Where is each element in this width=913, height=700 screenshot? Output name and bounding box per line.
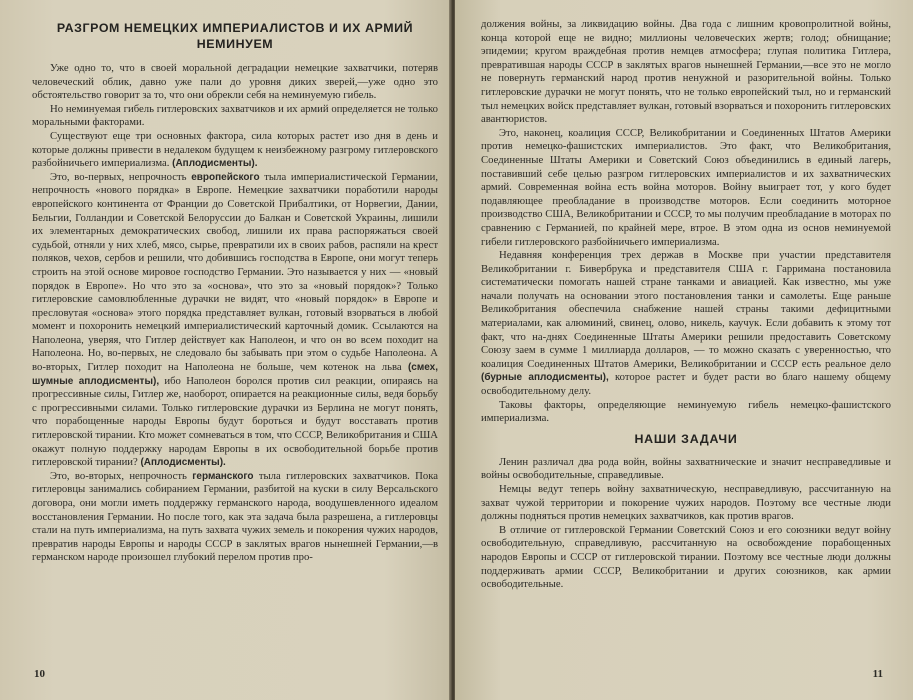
paragraph <box>32 470 438 565</box>
page-number: 10 <box>34 668 45 680</box>
paragraph: Уже одно то, что в своей моральной деградации немецкие захватчики, потеряв человеческий облик, давно уже пали до уровня диких зверей,—уже одно это обстоятельство говорит за то, что они обрекли себя на неминуемую гибель. <box>32 62 438 102</box>
paragraph-text: Недавняя конференция трех держав в Москве при участии представителя Великобритании г. Бивербрука и представителя США г. Гарримана постановила систематически помогать нашей стране танками и авиацией. Как известно, мы уже начали получать на основании этого постановления танки и самолеты. Еще раньше Великобритания обеспечила снабжение нашей страны такими дефицитными материалами, как алюминий, свинец, олово, никель, каучук. Если добавить к этому тот факт, что на-днях Соединенные Штаты Америки решили предоставить Советскому Союзу заем в сумме 1 миллиарда долларов, — то можно сказать с уверенностью, что коалиция Соединенных Штатов Америки, Великобритании и СССР есть реальное дело <box>481 249 891 370</box>
paragraph: Таковы факторы, определяющие неминуемую гибель немецко-фашистского империализма. <box>481 398 891 425</box>
paragraph-text: которое растет и будет расти во благо нашему общему освободительному делу. <box>481 371 891 398</box>
right-page <box>455 0 913 700</box>
paragraph: Это, наконец, коалиция СССР, Великобритании и Соединенных Штатов Америки против немецко-фашистских империалистов. Это факт, что Великобритания, Соединенные Штаты Америки и Советский Союз объединились в единый лагерь, поставивший себе целью разгром гитлеровских империалистов и их захватнических армий. Современная война есть война моторов. Войну выиграет тот, у кого будет подавляющее преобладание в производстве моторов. Если соединить моторное производство США, Великобритании и СССР, то мы получим преобладание в моторах по сравнению с Германией, по крайней мере, втрое. В этом одна из основ неминуемой гибели гитлеровского разбойничьего империализма. <box>481 126 891 248</box>
article-title: РАЗГРОМ НЕМЕЦКИХ ИМПЕРИАЛИСТОВ И ИХ АРМИЙ НЕМИНУЕМ <box>56 21 414 51</box>
section-title: НАШИ ЗАДАЧИ <box>634 431 738 446</box>
paragraph <box>32 130 438 171</box>
emphasis: европейского <box>191 171 260 183</box>
left-page <box>0 0 452 700</box>
paragraph: Ленин различал два рода войн, войны захватнические и значит несправедливые и войны освободительные, справедливые. <box>481 455 891 482</box>
paragraph <box>481 249 891 399</box>
paragraph-text: тыла гитлеровских захватчиков. Пока гитлеровцы занимались собиранием Германии, разбитой на куски в силу Версальского договора, они могли иметь поддержку германского народа, воодушевленного идеалом восстановления Германии. Но после того, как эта задача была разрешена, а гитлеровцы стали на путь империализма, на путь захвата чужих земель и покорения чужих народов, превратив народы Европы и народы СССР в заклятых врагов нынешней Германии,—в германском народе произошел глубокий перелом против про- <box>32 469 438 564</box>
paragraph: должения войны, за ликвидацию войны. Два года с лишним кровопролитной войны, конца которой еще не видно; миллионы человеческих жертв; голод; обнищание; эпидемии; кругом враждебная против немцев атмосфера; глупая политика Гитлера, превратившая народы СССР в заклятых врагов нынешней Германии,—все это не могло не повернуть германский народ против ненужной и разорительной войны. Только гитлеровские дурачки не могут понять, что не только европейский тыл, но и германский тыл немецких войск представляет вулкан, готовый взорваться и похоронить гитлеровских авантюристов. <box>481 18 891 126</box>
paragraph-text: Это, во-первых, непрочность <box>50 170 192 183</box>
emphasis: германского <box>192 470 254 482</box>
paragraph: Немцы ведут теперь войну захватническую, несправедливую, рассчитанную на захват чужой территории и покорение чужих народов. Поэтому все честные люди должны подняться против немецких захватчиков, как против врагов. <box>481 483 891 523</box>
paragraph-text: ибо Наполеон боролся против сил реакции, опираясь на прогрессивные силы, Гитлер же, наоборот, опирается на реакционные силы, ведя борьбу с прогрессивными силами. Только гитлеровские дурачки из Берлина не могут понять, что порабощенные народы Европы будут бороться и будут восставать против гитлеровской тирании. Кто может сомневаться в том, что СССР, Великобритания и США окажут полную поддержку народам Европы в их освободительной борьбе против гитлеровской тирании? <box>32 374 438 469</box>
paragraph <box>32 171 438 470</box>
paragraph-text: Это, во-вторых, непрочность <box>50 469 193 482</box>
paragraph-text: Существуют еще три основных фактора, сила которых растет изо дня в день и которые должны привести в недалеком будущем к неизбежному разгрому гитлеровского разбойничьего империализма. <box>32 129 438 170</box>
applause-note: (Аплодисменты). <box>172 158 258 170</box>
paragraph: Но неминуемая гибель гитлеровских захватчиков и их армий определяется не только моральными факторами. <box>32 102 438 129</box>
applause-note: (смех, шумные аплодисменты), <box>32 362 438 387</box>
page-number: 11 <box>872 668 883 680</box>
paragraph: В отличие от гитлеровской Германии Советский Союз и его союзники ведут войну освободительную, справедливую, рассчитанную на освобождение порабощенных народов Европы и СССР от гитлеровской тирании. Поэтому все честные люди должны поддерживать армии СССР, Великобритании и других союзников, как армии освободительные. <box>481 523 891 591</box>
applause-note: (Аплодисменты). <box>140 457 226 469</box>
paragraph-text: тыла империалистической Германии, непрочность «нового порядка» в Европе. Немецкие захватчики поработили народы европейского континента от Франции до Советской Прибалтики, от Норвегии, Дании, Бельгии, Голландии и Советской Белоруссии до Балкан и Советской Украины, лишили их элементарных демократических свобод, лишили их права распоряжаться своей судьбой, отняли у них хлеб, мясо, сырье, превратили их в своих рабов, распяли на крест поляков, чехов, сербов и решили, что добившись господства в Европе, они могут теперь строить на этой основе мировое господство Германии. Это называется у них — «новый порядок в Европе». Но что это за «основа», что это за «новый порядок»? Только гитлеровские самовлюбленные дурачки не видят, что «новый порядок» в Европе и пресловутая «основа» этого порядка представляет вулкан, готовый взорваться в любой момент и похоронить немецкий империалистический карточный домик. Ссылаются на Наполеона, уверяя, что Гитлер действует как Наполеон, и что он во всем походит на Наполеона. Но, во-первых, не следовало бы забывать при этом о судьбе Наполеона. А во-вторых, Гитлер походит на Наполеона не больше, чем котенок на льва <box>32 170 438 374</box>
applause-note: (бурные аплодисменты), <box>481 372 609 384</box>
